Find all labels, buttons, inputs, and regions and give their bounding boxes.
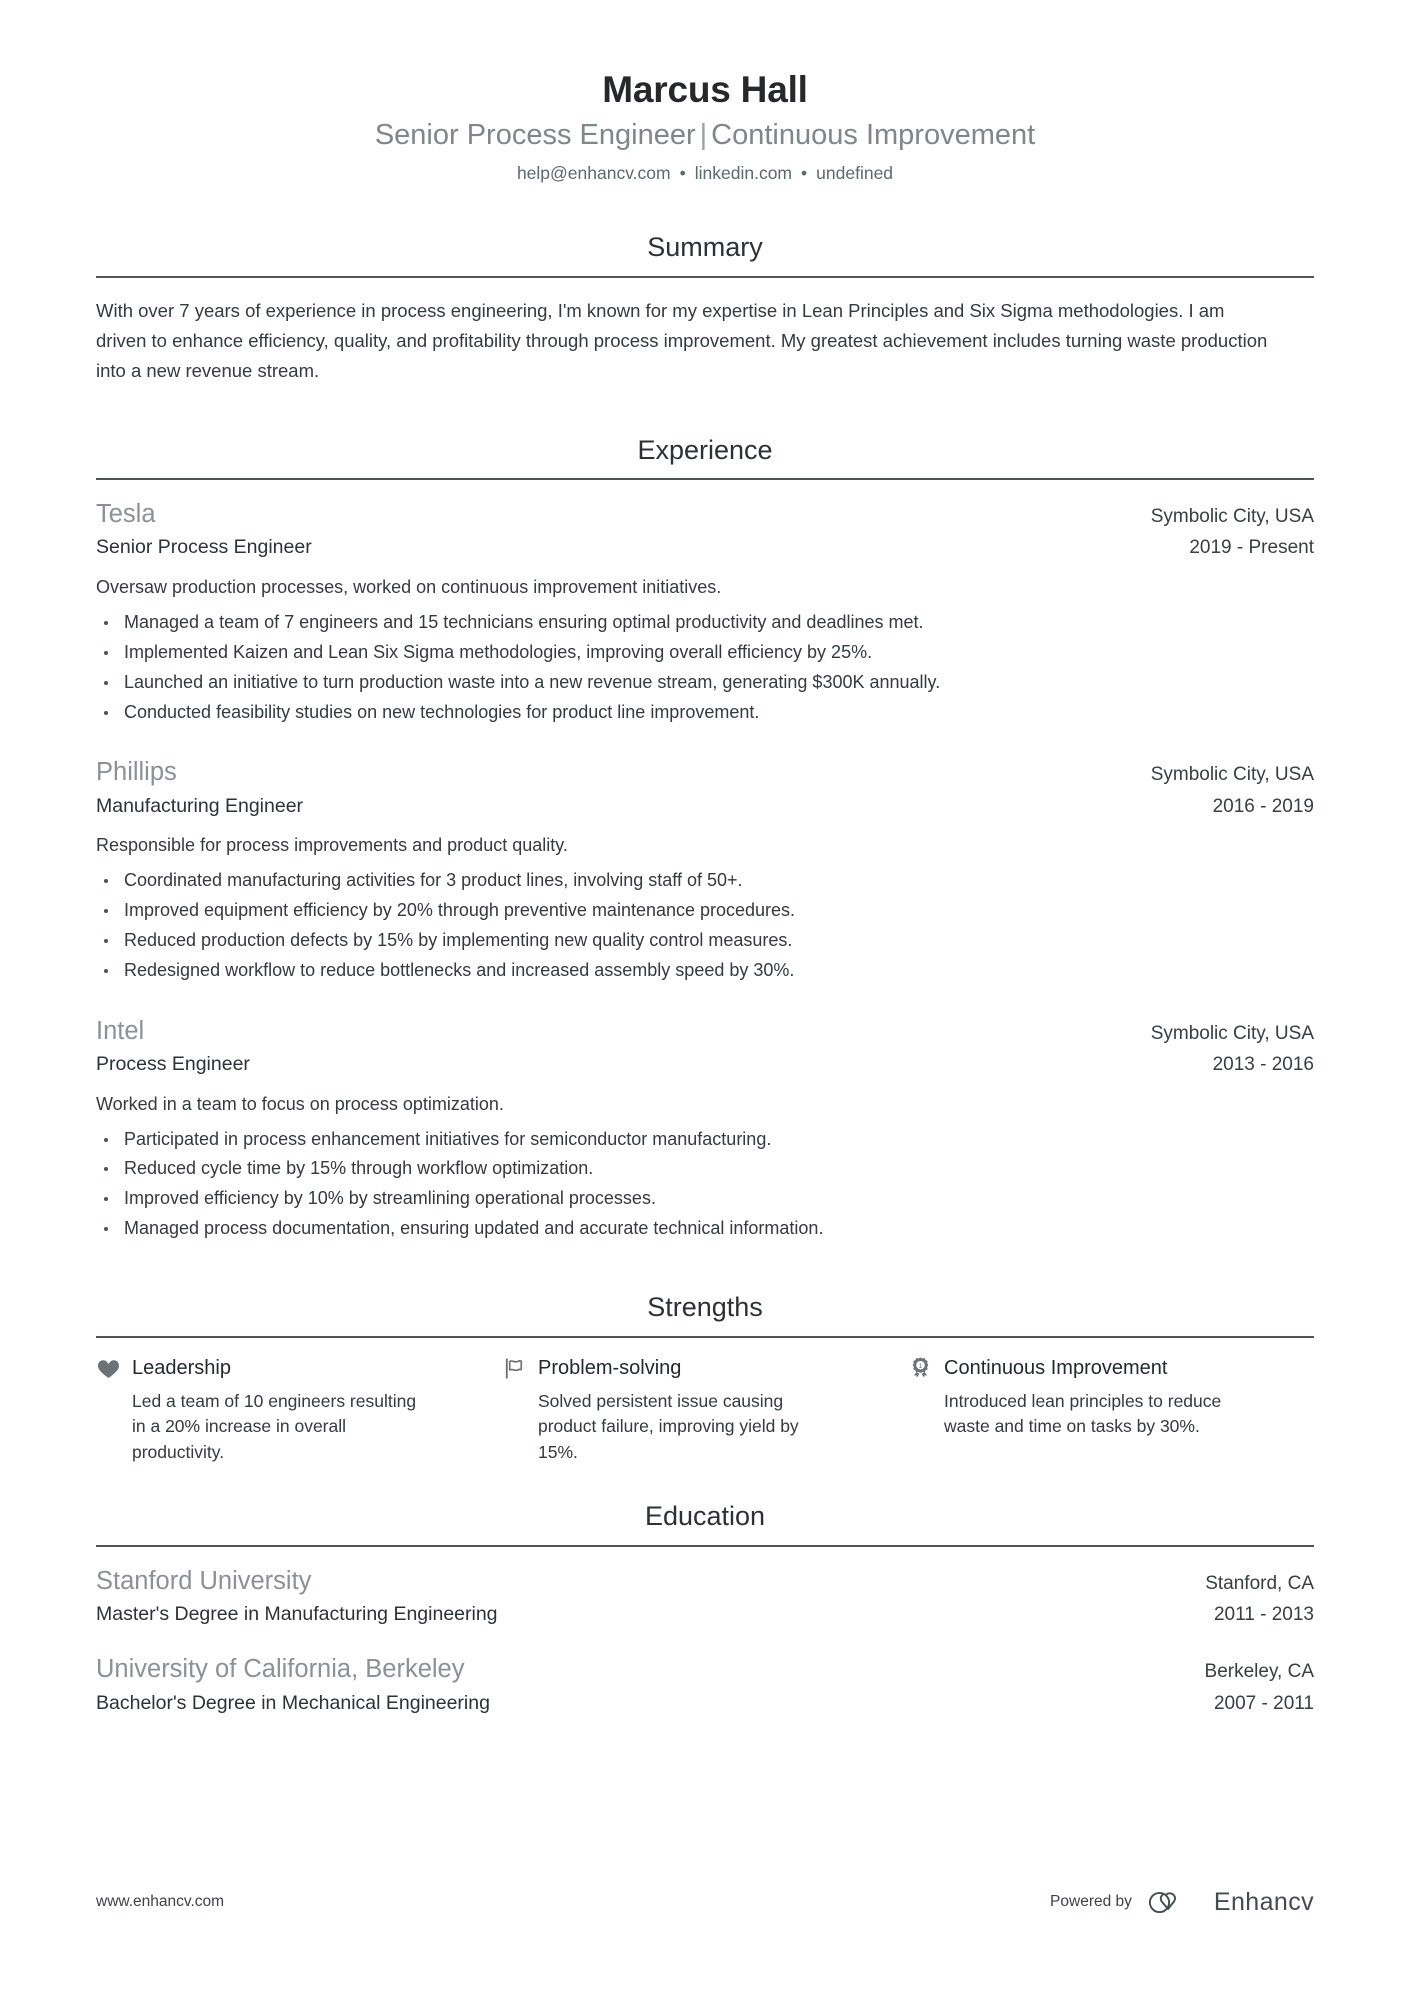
entry-top-row: [96, 1015, 1314, 1048]
bullet-item: Improved efficiency by 10% by streamlining operational processes.: [96, 1185, 1314, 1213]
resume-header: [96, 68, 1314, 185]
strength-name: Problem-solving: [538, 1357, 682, 1380]
job-role: Process Engineer: [96, 1052, 250, 1075]
strength-header: [502, 1356, 872, 1381]
entry-top-row: [96, 756, 1314, 789]
headline-primary: Senior Process Engineer: [374, 118, 696, 151]
strength-description: Introduced lean principles to reduce waste and time on tasks by 30%.: [944, 1390, 1222, 1437]
strengths-section: [96, 1291, 1314, 1466]
powered-by-label: Powered by: [1050, 1893, 1132, 1910]
bullet-item: Implemented Kaizen and Lean Six Sigma methodologies, improving overall efficiency by 25%.: [96, 639, 1314, 667]
school-location: Berkeley, CA: [1204, 1661, 1314, 1683]
bullet-item: Launched an initiative to turn production waste into a new revenue stream, generating $300K annually.: [96, 669, 1314, 697]
degree-name: Master's Degree in Manufacturing Engineering: [96, 1602, 498, 1625]
job-role: Manufacturing Engineer: [96, 794, 304, 817]
spacer: [96, 394, 1314, 434]
strength-name: Continuous Improvement: [944, 1357, 1168, 1380]
entry-second-row: [96, 1687, 1314, 1717]
company-name: Phillips: [96, 758, 177, 787]
entry-second-row: [96, 531, 1314, 561]
job-summary: Worked in a team to focus on process optimization.: [96, 1093, 504, 1114]
company-name: Tesla: [96, 500, 156, 529]
experience-entry: [96, 1015, 1314, 1243]
section-divider: [96, 1336, 1314, 1338]
job-bullets: [96, 1126, 1314, 1244]
award-icon: [908, 1356, 933, 1381]
headline-secondary: Continuous Improvement: [711, 118, 1036, 151]
entry-second-row: [96, 1048, 1314, 1078]
contact-separator: •: [679, 162, 686, 183]
bullet-item: Improved equipment efficiency by 20% through preventive maintenance procedures.: [96, 897, 1314, 925]
strengths-section-title: Strengths: [647, 1292, 763, 1323]
experience-entry: [96, 498, 1314, 726]
bullet-item: Reduced production defects by 15% by implementing new quality control measures.: [96, 927, 1314, 955]
contact-extra: undefined: [816, 162, 894, 183]
degree-dates: 2011 - 2013: [1213, 1603, 1314, 1625]
contact-email[interactable]: help@enhancv.com: [516, 162, 671, 183]
company-location: Symbolic City, USA: [1150, 506, 1314, 528]
strength-item: [502, 1356, 908, 1467]
candidate-name: Marcus Hall: [602, 69, 808, 110]
candidate-headline: [96, 116, 1314, 154]
section-divider: [96, 1545, 1314, 1547]
entry-top-row: [96, 1565, 1314, 1598]
school-name: Stanford University: [96, 1566, 312, 1595]
job-dates: 2016 - 2019: [1212, 795, 1314, 817]
strength-name: Leadership: [132, 1357, 231, 1380]
bullet-item: Managed process documentation, ensuring updated and accurate technical information.: [96, 1215, 1314, 1243]
job-summary: Responsible for process improvements and product quality.: [96, 835, 568, 856]
footer-website[interactable]: www.enhancv.com: [96, 1893, 225, 1910]
contact-line: [96, 161, 1314, 186]
summary-text: With over 7 years of experience in process engineering, I'm known for my expertise in Lean Principles and Six Sigma methodologies. I am driven to enhance efficiency, quality, and profitability through process improvement. My greatest achievement includes turning waste production into a new revenue stream.: [96, 299, 1268, 381]
entry-second-row: [96, 1598, 1314, 1628]
strength-header: [908, 1356, 1278, 1381]
spacer: [96, 1474, 1314, 1500]
contact-linkedin[interactable]: linkedin.com: [694, 162, 793, 183]
strengths-grid: [96, 1356, 1314, 1467]
job-dates: 2019 - Present: [1189, 537, 1314, 559]
bullet-item: Managed a team of 7 engineers and 15 technicians ensuring optimal productivity and deadlines met.: [96, 609, 1314, 637]
strength-description: Led a team of 10 engineers resulting in a 20% increase in overall productivity.: [132, 1390, 417, 1463]
experience-entry: [96, 756, 1314, 984]
section-divider: [96, 478, 1314, 480]
flag-icon: [502, 1356, 527, 1381]
job-bullets: [96, 609, 1314, 727]
strength-description: Solved persistent issue causing product failure, improving yield by 15%.: [538, 1390, 799, 1463]
education-section-title: Education: [644, 1501, 766, 1532]
section-divider: [96, 276, 1314, 278]
school-location: Stanford, CA: [1205, 1572, 1314, 1594]
enhancv-logo-icon: [1145, 1887, 1201, 1917]
experience-section: [96, 434, 1314, 1243]
job-summary: Oversaw production processes, worked on continuous improvement initiatives.: [96, 576, 722, 597]
education-section: [96, 1500, 1314, 1716]
contact-separator: •: [801, 162, 808, 183]
bullet-item: Participated in process enhancement initiatives for semiconductor manufacturing.: [96, 1126, 1314, 1154]
company-location: Symbolic City, USA: [1150, 1022, 1314, 1044]
resume-footer: [96, 1887, 1314, 1917]
svg-text:1: 1: [918, 1362, 923, 1370]
strength-item: [96, 1356, 502, 1467]
job-bullets: [96, 867, 1314, 985]
enhancv-wordmark: Enhancv: [1213, 1887, 1314, 1916]
education-entry: [96, 1653, 1314, 1716]
bullet-item: Reduced cycle time by 15% through workflow optimization.: [96, 1155, 1314, 1183]
job-role: Senior Process Engineer: [96, 536, 312, 559]
degree-name: Bachelor's Degree in Mechanical Engineering: [96, 1691, 490, 1714]
bullet-item: Redesigned workflow to reduce bottlenecks and increased assembly speed by 30%.: [96, 957, 1314, 985]
entry-top-row: [96, 1653, 1314, 1686]
education-entry: [96, 1565, 1314, 1628]
heart-icon: [96, 1356, 121, 1381]
headline-divider: |: [699, 118, 708, 151]
school-name: University of California, Berkeley: [96, 1655, 465, 1684]
bullet-item: Conducted feasibility studies on new technologies for product line improvement.: [96, 699, 1314, 727]
entry-second-row: [96, 790, 1314, 820]
spacer: [96, 1251, 1314, 1291]
experience-section-title: Experience: [637, 434, 773, 465]
bullet-item: Coordinated manufacturing activities for 3 product lines, involving staff of 50+.: [96, 867, 1314, 895]
strength-item: [908, 1356, 1314, 1467]
summary-section: [96, 231, 1314, 385]
degree-dates: 2007 - 2011: [1213, 1692, 1314, 1714]
footer-brand: [1050, 1887, 1314, 1917]
strength-header: [96, 1356, 466, 1381]
job-dates: 2013 - 2016: [1212, 1053, 1314, 1075]
company-name: Intel: [96, 1016, 145, 1045]
company-location: Symbolic City, USA: [1150, 764, 1314, 786]
entry-top-row: [96, 498, 1314, 531]
summary-section-title: Summary: [647, 232, 763, 263]
